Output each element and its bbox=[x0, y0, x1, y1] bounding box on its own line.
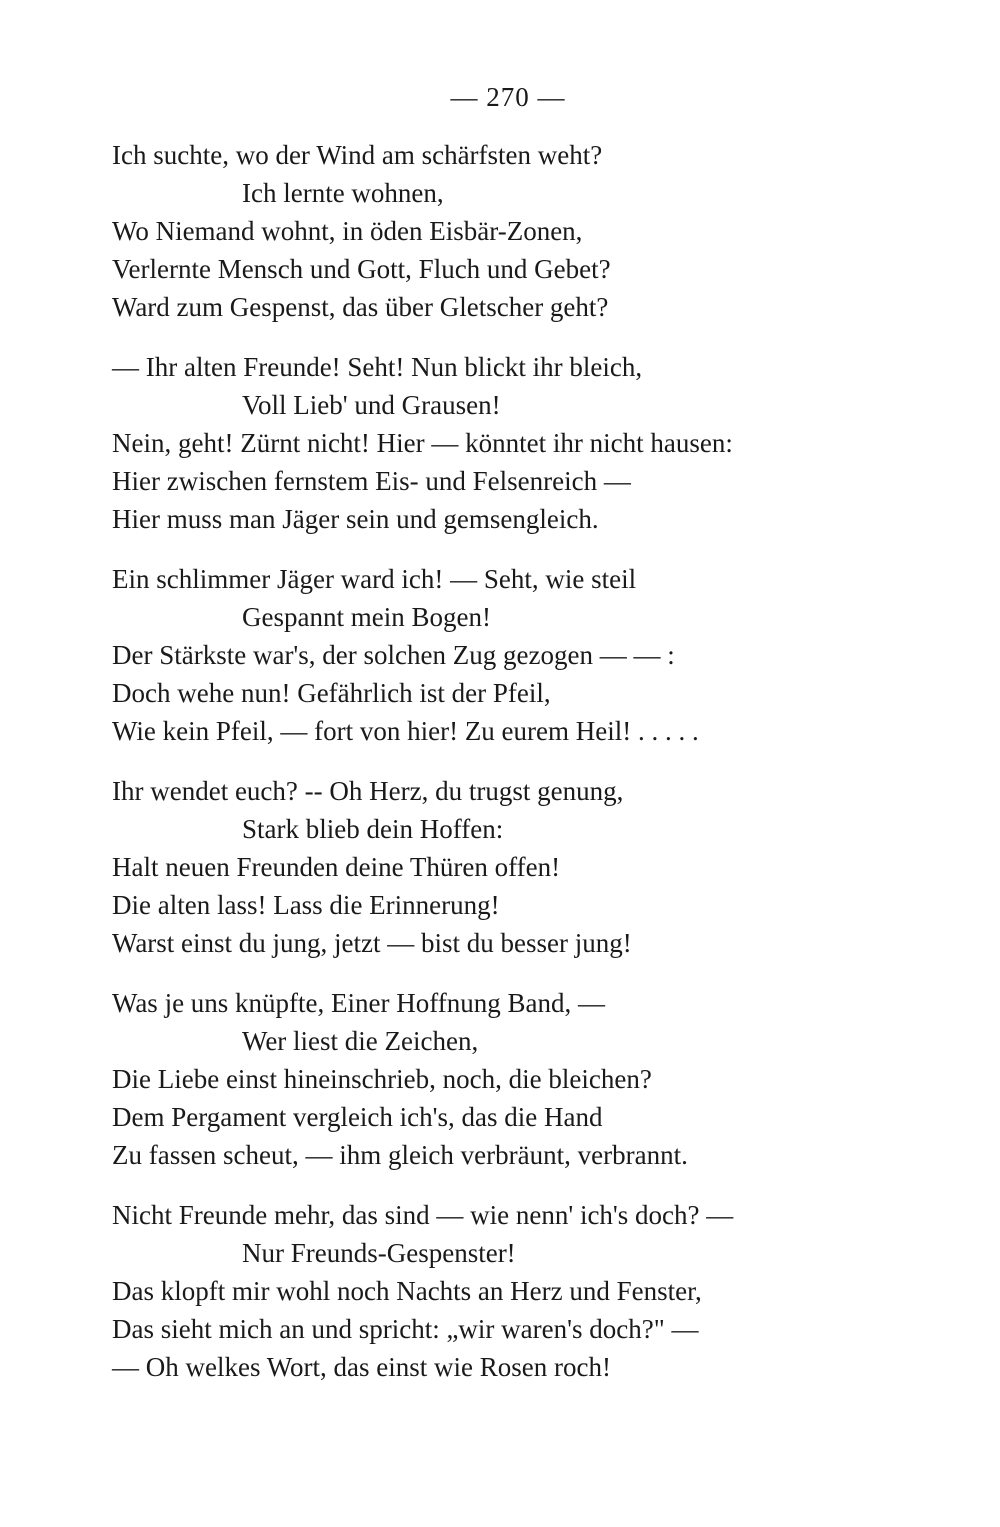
poem-line: Die Liebe einst hineinschrieb, noch, die bleichen? bbox=[112, 1064, 652, 1094]
page-number: — 270 — bbox=[450, 82, 566, 112]
poem-line: Wo Niemand wohnt, in öden Eisbär-Zonen, bbox=[112, 216, 583, 246]
stanza-6 bbox=[112, 1196, 902, 1386]
poem-line: Das klopft mir wohl noch Nachts an Herz und Fenster, bbox=[112, 1276, 702, 1306]
poem-line: Halt neuen Freunden deine Thüren offen! bbox=[112, 852, 561, 882]
poem bbox=[112, 136, 902, 1408]
poem-line: Verlernte Mensch und Gott, Fluch und Gebet? bbox=[112, 254, 611, 284]
poem-line: Doch wehe nun! Gefährlich ist der Pfeil, bbox=[112, 678, 551, 708]
poem-line-indented: Gespannt mein Bogen! bbox=[242, 602, 491, 632]
poem-line: Was je uns knüpfte, Einer Hoffnung Band, — bbox=[112, 988, 605, 1018]
poem-line-indented: Nur Freunds-Gespenster! bbox=[242, 1238, 516, 1268]
stanza-3 bbox=[112, 560, 902, 750]
poem-line: Nein, geht! Zürnt nicht! Hier — könntet ihr nicht hausen: bbox=[112, 428, 733, 458]
poem-line: Ihr wendet euch? -- Oh Herz, du trugst genung, bbox=[112, 776, 624, 806]
poem-line: Das sieht mich an und spricht: „wir waren's doch?" — bbox=[112, 1314, 699, 1344]
poem-line-indented: Ich lernte wohnen, bbox=[242, 178, 444, 208]
poem-line: Ein schlimmer Jäger ward ich! — Seht, wie steil bbox=[112, 564, 637, 594]
poem-line: Die alten lass! Lass die Erinnerung! bbox=[112, 890, 500, 920]
poem-line: Der Stärkste war's, der solchen Zug gezogen — — : bbox=[112, 640, 675, 670]
poem-line: Ward zum Gespenst, das über Gletscher geht? bbox=[112, 292, 609, 322]
stanza-1 bbox=[112, 136, 902, 326]
poem-line: Zu fassen scheut, — ihm gleich verbräunt, verbrannt. bbox=[112, 1140, 688, 1170]
poem-line: Dem Pergament vergleich ich's, das die Hand bbox=[112, 1102, 603, 1132]
poem-line: Hier zwischen fernstem Eis- und Felsenreich — bbox=[112, 466, 631, 496]
poem-line: Nicht Freunde mehr, das sind — wie nenn' ich's doch? — bbox=[112, 1200, 734, 1230]
poem-line: Ich suchte, wo der Wind am schärfsten weht? bbox=[112, 140, 603, 170]
poem-line: Warst einst du jung, jetzt — bist du besser jung! bbox=[112, 928, 632, 958]
poem-line: Wie kein Pfeil, — fort von hier! Zu eurem Heil! . . . . . bbox=[112, 716, 699, 746]
stanza-5 bbox=[112, 984, 902, 1174]
poem-line-indented: Wer liest die Zeichen, bbox=[242, 1026, 479, 1056]
poem-line-indented: Voll Lieb' und Grausen! bbox=[242, 390, 501, 420]
poem-line: — Ihr alten Freunde! Seht! Nun blickt ihr bleich, bbox=[112, 352, 643, 382]
stanza-4 bbox=[112, 772, 902, 962]
poem-line-indented: Stark blieb dein Hoffen: bbox=[242, 814, 504, 844]
poem-line: Hier muss man Jäger sein und gemsengleich. bbox=[112, 504, 599, 534]
stanza-2 bbox=[112, 348, 902, 538]
poem-line: — Oh welkes Wort, das einst wie Rosen roch! bbox=[112, 1352, 611, 1382]
